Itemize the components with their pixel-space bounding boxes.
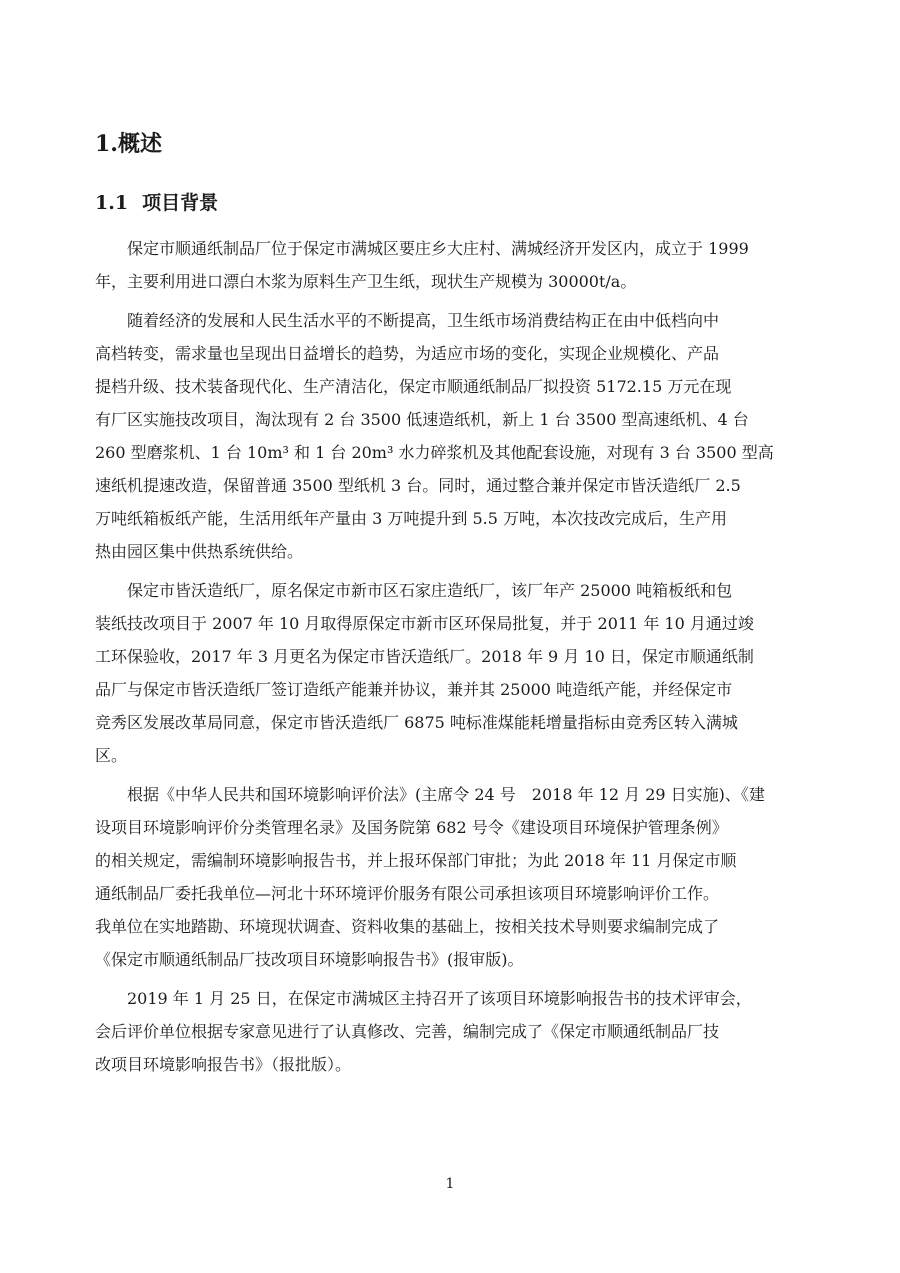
text-line: 竞秀区发展改革局同意，保定市皆沃造纸厂 6875 吨标准煤能耗增量指标由竞秀区转入满城 — [95, 713, 738, 732]
text-line: 的相关规定，需编制环境影响报告书，并上报环保部门审批；为此 2018 年 11 月保定市顺 — [95, 851, 737, 870]
text-line: 保定市顺通纸制品厂位于保定市满城区要庄乡大庄村、满城经济开发区内，成立于 1999 — [127, 239, 749, 258]
text-line: 区。 — [95, 746, 128, 765]
text-line: 年，主要利用进口漂白木浆为原料生产卫生纸，现状生产规模为 30000t/a。 — [95, 272, 637, 291]
text-line: 《保定市顺通纸制品厂技改项目环境影响报告书》(报审版)。 — [95, 950, 524, 969]
text-line: 热由园区集中供热系统供给。 — [95, 542, 304, 561]
paragraph — [95, 982, 805, 1081]
text-line: 有厂区实施技改项目，淘汰现有 2 台 3500 低速造纸机，新上 1 台 3500 型高速纸机、4 台 — [95, 410, 749, 429]
text-line: 万吨纸箱板纸产能，生活用纸年产量由 3 万吨提升到 5.5 万吨，本次技改完成后，生产用 — [95, 509, 727, 528]
text-line: 高档转变，需求量也呈现出日益增长的趋势，为适应市场的变化，实现企业规模化、产品 — [95, 344, 720, 363]
text-line: 保定市皆沃造纸厂，原名保定市新市区石家庄造纸厂，该厂年产 25000 吨箱板纸和包 — [127, 581, 733, 600]
text-line: 根据《中华人民共和国环境影响评价法》(主席令 24 号 2018 年 12 月 29 日实施)、《建 — [127, 785, 765, 804]
text-line: 速纸机提速改造，保留普通 3500 型纸机 3 台。同时，通过整合兼并保定市皆沃造纸厂 2.5 — [95, 476, 741, 495]
text-line: 改项目环境影响报告书》（报批版）。 — [95, 1055, 352, 1074]
paragraph — [95, 304, 805, 568]
text-line: 设项目环境影响评价分类管理名录》及国务院第 682 号令《建设项目环境保护管理条例》 — [95, 818, 728, 837]
section-heading-1: 1.概述 — [95, 131, 162, 157]
text-line: 2019 年 1 月 25 日，在保定市满城区主持召开了该项目环境影响报告书的技术评审会， — [127, 989, 752, 1008]
text-line: 提档升级、技术装备现代化、生产清洁化，保定市顺通纸制品厂拟投资 5172.15 万元在现 — [95, 377, 732, 396]
page-number: 1 — [445, 1176, 455, 1192]
section-title: 项目背景 — [142, 192, 219, 214]
text-line: 装纸技改项目于 2007 年 10 月取得原保定市新市区环保局批复，并于 2011 年 10 月通过竣 — [95, 614, 754, 633]
text-line: 260 型磨浆机、1 台 10m³ 和 1 台 20m³ 水力碎浆机及其他配套设施，对现有 3 台 3500 型高 — [95, 443, 774, 462]
section-heading-1-1 — [95, 188, 218, 218]
text-line: 通纸制品厂委托我单位—河北十环环境评价服务有限公司承担该项目环境影响评价工作。 — [95, 884, 720, 903]
paragraph — [95, 574, 805, 772]
paragraph — [95, 232, 805, 298]
body-text — [95, 232, 805, 1087]
text-line: 工环保验收，2017 年 3 月更名为保定市皆沃造纸厂。2018 年 9 月 10 日，保定市顺通纸制 — [95, 647, 754, 666]
text-line: 我单位在实地踏勘、环境现状调查、资料收集的基础上，按相关技术导则要求编制完成了 — [95, 917, 720, 936]
text-line: 随着经济的发展和人民生活水平的不断提高，卫生纸市场消费结构正在由中低档向中 — [127, 311, 720, 330]
text-line: 会后评价单位根据专家意见进行了认真修改、完善，编制完成了《保定市顺通纸制品厂技 — [95, 1022, 720, 1041]
section-number: 1.1 — [95, 192, 129, 214]
paragraph — [95, 778, 805, 976]
text-line: 品厂与保定市皆沃造纸厂签订造纸产能兼并协议，兼并其 25000 吨造纸产能，并经保定市 — [95, 680, 733, 699]
